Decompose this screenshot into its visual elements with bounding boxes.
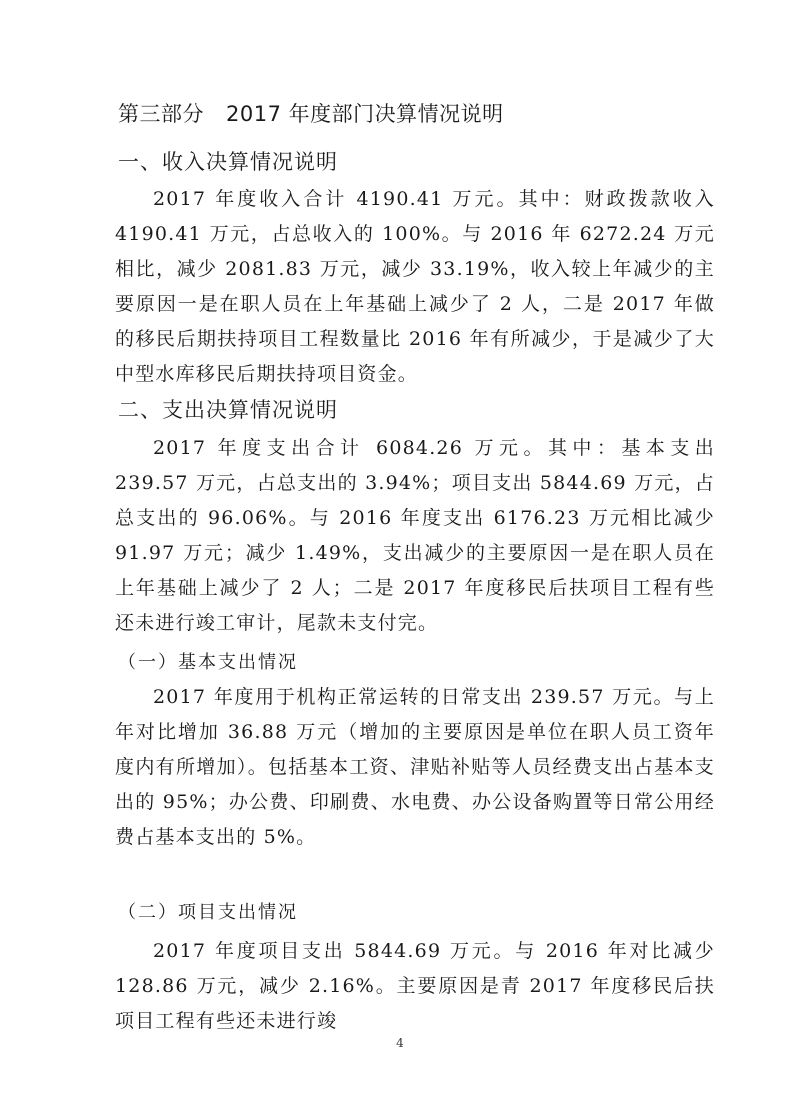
section-heading-income: 一、收入决算情况说明 [118, 150, 338, 174]
subsection-heading-basic: （一）基本支出情况 [118, 652, 298, 673]
paragraph-income: 2017 年度收入合计 4190.41 万元。其中：财政拨款收入 4190.41 万元，占总收入的 100%。与 2016 年 6272.24 万元相比，减少 2081.83 万元，减少 33.19%，收入较上年减少的主要原因一是在职人员在上年基础上减少了 2 人，二是 2017 年做的移民后期扶持项目工程数量比 2016 年有所减少，于是减少了大中型水库移民后期扶持项目资金。 [115, 188, 715, 385]
subsection-heading-project: （二）项目支出情况 [118, 902, 298, 923]
part-subtitle: 2017 年度部门决算情况说明 [226, 102, 504, 126]
section-heading-expenditure: 二、支出决算情况说明 [118, 398, 338, 422]
paragraph-project: 2017 年度项目支出 5844.69 万元。与 2016 年对比减少 128.86 万元，减少 2.16%。主要原因是青 2017 年度移民后扶项目工程有些还未进行竣 [115, 940, 715, 1032]
part-title: 第三部分 [118, 102, 204, 126]
paragraph-basic: 2017 年度用于机构正常运转的日常支出 239.57 万元。与上年对比增加 36.88 万元（增加的主要原因是单位在职人员工资年度内有所增加）。包括基本工资、津贴补贴等人员经费支出占基本支出的 95%；办公费、印刷费、水电费、办公设备购置等日常公用经费占基本支出的 5%。 [115, 686, 715, 848]
paragraph-expenditure: 2017 年度支出合计 6084.26 万元。其中：基本支出 239.57 万元，占总支出的 3.94%；项目支出 5844.69 万元，占总支出的 96.06%。与 2016 年度支出 6176.23 万元相比减少 91.97 万元；减少 1.49%，支出减少的主要原因一是在职人员在上年基础上减少了 2 人；二是 2017 年度移民后扶项目工程有些还未进行竣工审计，尾款未支付完。 [115, 437, 715, 634]
part-heading [118, 98, 504, 128]
page-number: 4 [396, 1036, 404, 1050]
